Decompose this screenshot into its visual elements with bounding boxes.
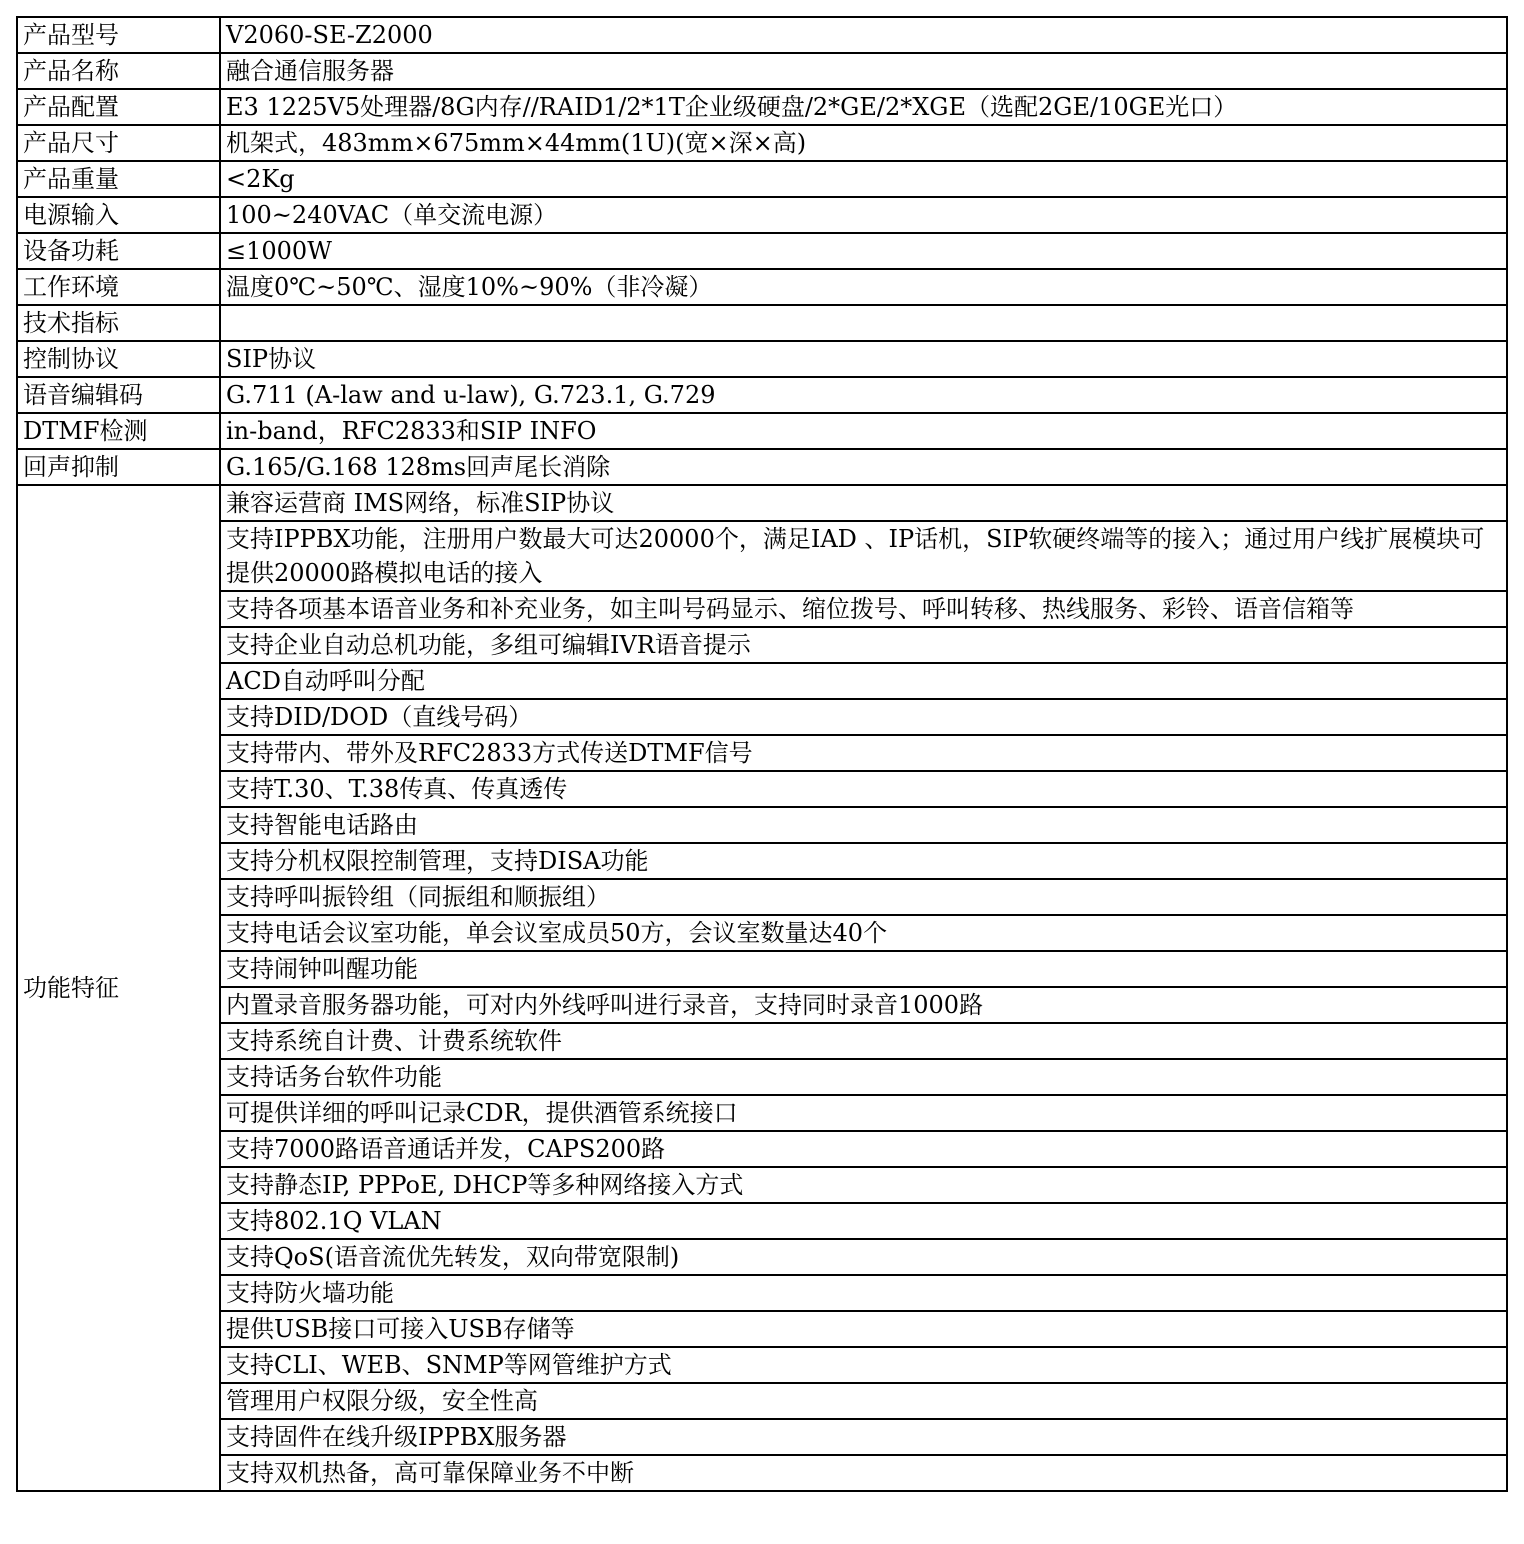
spec-label: 产品名称	[17, 53, 220, 89]
feature-row	[17, 987, 1507, 1023]
feature-item: 支持电话会议室功能，单会议室成员50方，会议室数量达40个	[220, 915, 1507, 951]
feature-row	[17, 843, 1507, 879]
feature-item: 支持802.1Q VLAN	[220, 1203, 1507, 1239]
feature-item: 提供USB接口可接入USB存储等	[220, 1311, 1507, 1347]
feature-item: 内置录音服务器功能，可对内外线呼叫进行录音，支持同时录音1000路	[220, 987, 1507, 1023]
spec-label: 控制协议	[17, 341, 220, 377]
feature-item: 支持双机热备，高可靠保障业务不中断	[220, 1455, 1507, 1491]
feature-row	[17, 485, 1507, 521]
feature-item: 支持分机权限控制管理，支持DISA功能	[220, 843, 1507, 879]
spec-row	[17, 413, 1507, 449]
spec-value: <2Kg	[220, 161, 1507, 197]
spec-row	[17, 305, 1507, 341]
feature-item: 兼容运营商 IMS网络，标准SIP协议	[220, 485, 1507, 521]
spec-row	[17, 17, 1507, 53]
spec-row	[17, 125, 1507, 161]
feature-row	[17, 771, 1507, 807]
spec-label: 工作环境	[17, 269, 220, 305]
feature-row	[17, 1311, 1507, 1347]
spec-label: DTMF检测	[17, 413, 220, 449]
spec-table	[16, 16, 1508, 1492]
feature-item: 支持防火墙功能	[220, 1275, 1507, 1311]
spec-value: E3 1225V5处理器/8G内存//RAID1/2*1T企业级硬盘/2*GE/2*XGE（选配2GE/10GE光口）	[220, 89, 1507, 125]
feature-row	[17, 1455, 1507, 1491]
spec-label: 产品尺寸	[17, 125, 220, 161]
spec-label: 语音编辑码	[17, 377, 220, 413]
spec-row	[17, 341, 1507, 377]
feature-item: 支持企业自动总机功能，多组可编辑IVR语音提示	[220, 627, 1507, 663]
feature-row	[17, 1131, 1507, 1167]
spec-label: 回声抑制	[17, 449, 220, 485]
feature-item: ACD自动呼叫分配	[220, 663, 1507, 699]
spec-table-body	[17, 17, 1507, 1491]
spec-label: 技术指标	[17, 305, 220, 341]
spec-value: G.165/G.168 128ms回声尾长消除	[220, 449, 1507, 485]
feature-row	[17, 951, 1507, 987]
spec-row	[17, 161, 1507, 197]
feature-item: 支持智能电话路由	[220, 807, 1507, 843]
feature-row	[17, 1059, 1507, 1095]
features-label: 功能特征	[17, 485, 220, 1491]
feature-row	[17, 879, 1507, 915]
spec-row	[17, 89, 1507, 125]
spec-value: 机架式，483mm×675mm×44mm(1U)(宽×深×高)	[220, 125, 1507, 161]
spec-value: 温度0℃~50℃、湿度10%~90%（非冷凝）	[220, 269, 1507, 305]
spec-value: in-band，RFC2833和SIP INFO	[220, 413, 1507, 449]
spec-label: 产品型号	[17, 17, 220, 53]
feature-row	[17, 521, 1507, 591]
feature-row	[17, 1239, 1507, 1275]
feature-row	[17, 1419, 1507, 1455]
feature-item: 支持QoS(语音流优先转发，双向带宽限制)	[220, 1239, 1507, 1275]
feature-item: 支持各项基本语音业务和补充业务，如主叫号码显示、缩位拨号、呼叫转移、热线服务、彩铃、语音信箱等	[220, 591, 1507, 627]
feature-item: 支持T.30、T.38传真、传真透传	[220, 771, 1507, 807]
feature-item: 支持静态IP, PPPoE, DHCP等多种网络接入方式	[220, 1167, 1507, 1203]
feature-item: 支持7000路语音通话并发，CAPS200路	[220, 1131, 1507, 1167]
spec-row	[17, 269, 1507, 305]
spec-label: 产品配置	[17, 89, 220, 125]
spec-value	[220, 305, 1507, 341]
spec-row	[17, 233, 1507, 269]
spec-value: 100~240VAC（单交流电源）	[220, 197, 1507, 233]
spec-label: 电源输入	[17, 197, 220, 233]
feature-item: 支持IPPBX功能，注册用户数最大可达20000个，满足IAD 、IP话机，SIP软硬终端等的接入；通过用户线扩展模块可提供20000路模拟电话的接入	[220, 521, 1507, 591]
feature-row	[17, 627, 1507, 663]
feature-item: 支持闹钟叫醒功能	[220, 951, 1507, 987]
feature-row	[17, 1275, 1507, 1311]
feature-row	[17, 1347, 1507, 1383]
feature-item: 支持话务台软件功能	[220, 1059, 1507, 1095]
feature-row	[17, 591, 1507, 627]
feature-row	[17, 807, 1507, 843]
feature-row	[17, 1203, 1507, 1239]
feature-item: 支持CLI、WEB、SNMP等网管维护方式	[220, 1347, 1507, 1383]
feature-row	[17, 735, 1507, 771]
spec-value: 融合通信服务器	[220, 53, 1507, 89]
feature-item: 支持带内、带外及RFC2833方式传送DTMF信号	[220, 735, 1507, 771]
spec-value: SIP协议	[220, 341, 1507, 377]
spec-row	[17, 449, 1507, 485]
spec-row	[17, 377, 1507, 413]
feature-item: 支持固件在线升级IPPBX服务器	[220, 1419, 1507, 1455]
feature-row	[17, 915, 1507, 951]
feature-item: 支持呼叫振铃组（同振组和顺振组）	[220, 879, 1507, 915]
spec-value: V2060-SE-Z2000	[220, 17, 1507, 53]
spec-label: 产品重量	[17, 161, 220, 197]
feature-item: 支持系统自计费、计费系统软件	[220, 1023, 1507, 1059]
feature-row	[17, 663, 1507, 699]
spec-row	[17, 197, 1507, 233]
spec-label: 设备功耗	[17, 233, 220, 269]
feature-item: 支持DID/DOD（直线号码）	[220, 699, 1507, 735]
feature-item: 管理用户权限分级，安全性高	[220, 1383, 1507, 1419]
spec-row	[17, 53, 1507, 89]
feature-row	[17, 1167, 1507, 1203]
feature-row	[17, 1095, 1507, 1131]
feature-row	[17, 699, 1507, 735]
feature-row	[17, 1383, 1507, 1419]
spec-value: G.711 (A-law and u-law), G.723.1, G.729	[220, 377, 1507, 413]
spec-value: ≤1000W	[220, 233, 1507, 269]
feature-row	[17, 1023, 1507, 1059]
feature-item: 可提供详细的呼叫记录CDR，提供酒管系统接口	[220, 1095, 1507, 1131]
